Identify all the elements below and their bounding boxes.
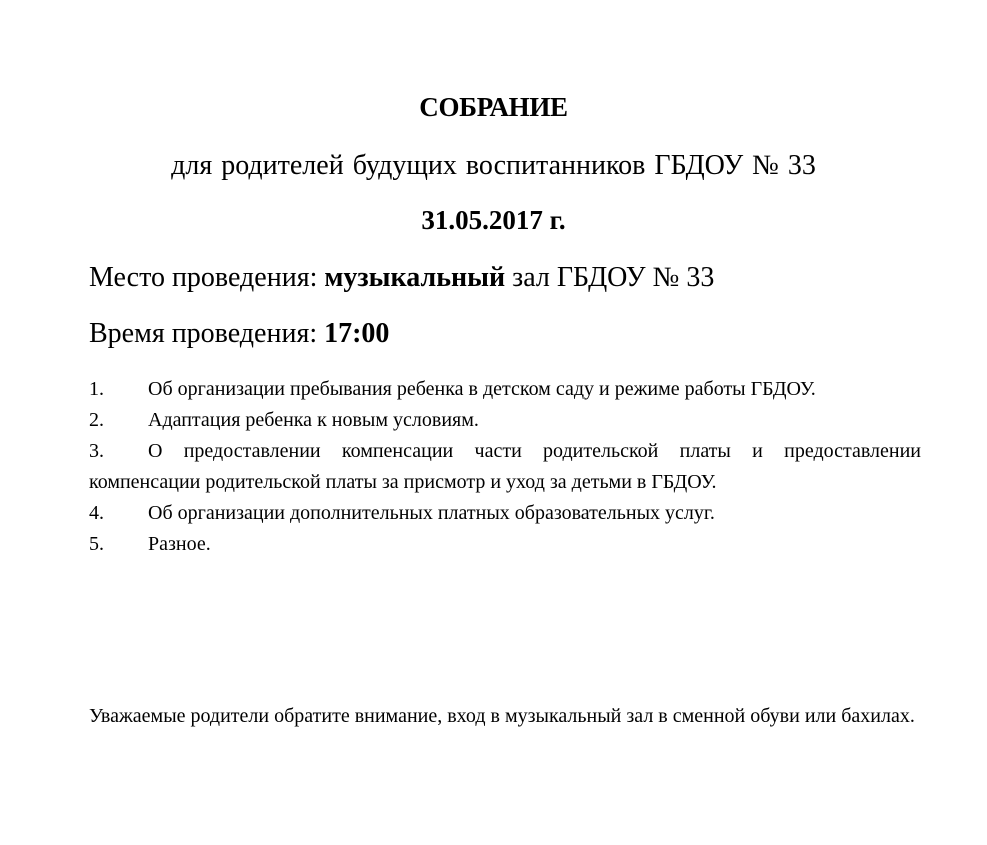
agenda-item-number: 2.: [89, 409, 104, 431]
place-value-bold: музыкальный: [324, 262, 506, 293]
meeting-place: [89, 262, 714, 294]
agenda-item-text: О предоставлении компенсации части родительской платы и предоставлении компенсации родительской платы за присмотр и уход за детьми в ГБДОУ.: [89, 440, 921, 493]
place-label: Место проведения:: [89, 262, 325, 293]
parent-notice: Уважаемые родители обратите внимание, вход в музыкальный зал в сменной обуви или бахилах.: [89, 705, 915, 727]
agenda-item-number: 3.: [89, 440, 104, 462]
meeting-time: [89, 318, 389, 350]
meeting-date: 31.05.2017 г.: [421, 205, 566, 235]
agenda-item-number: 5.: [89, 533, 104, 555]
document-subtitle: для родителей будущих воспитанников ГБДОУ № 33: [171, 150, 816, 181]
place-value-rest: зал ГБДОУ № 33: [505, 262, 715, 293]
agenda-item-text: Разное.: [148, 533, 211, 555]
time-label: Время проведения:: [89, 318, 325, 349]
agenda-item-text: Об организации дополнительных платных образовательных услуг.: [148, 502, 715, 524]
time-value: 17:00: [324, 318, 390, 349]
agenda-item-text: Об организации пребывания ребенка в детском саду и режиме работы ГБДОУ.: [148, 378, 816, 400]
agenda-item-number: 1.: [89, 378, 104, 400]
agenda-list: [89, 374, 921, 560]
agenda-item: [89, 529, 921, 560]
agenda-item: [89, 436, 921, 498]
agenda-item: [89, 405, 921, 436]
document-title: СОБРАНИЕ: [419, 92, 568, 122]
agenda-item-number: 4.: [89, 502, 104, 524]
agenda-item: [89, 498, 921, 529]
agenda-item-text: Адаптация ребенка к новым условиям.: [148, 409, 479, 431]
agenda-item: [89, 374, 921, 405]
